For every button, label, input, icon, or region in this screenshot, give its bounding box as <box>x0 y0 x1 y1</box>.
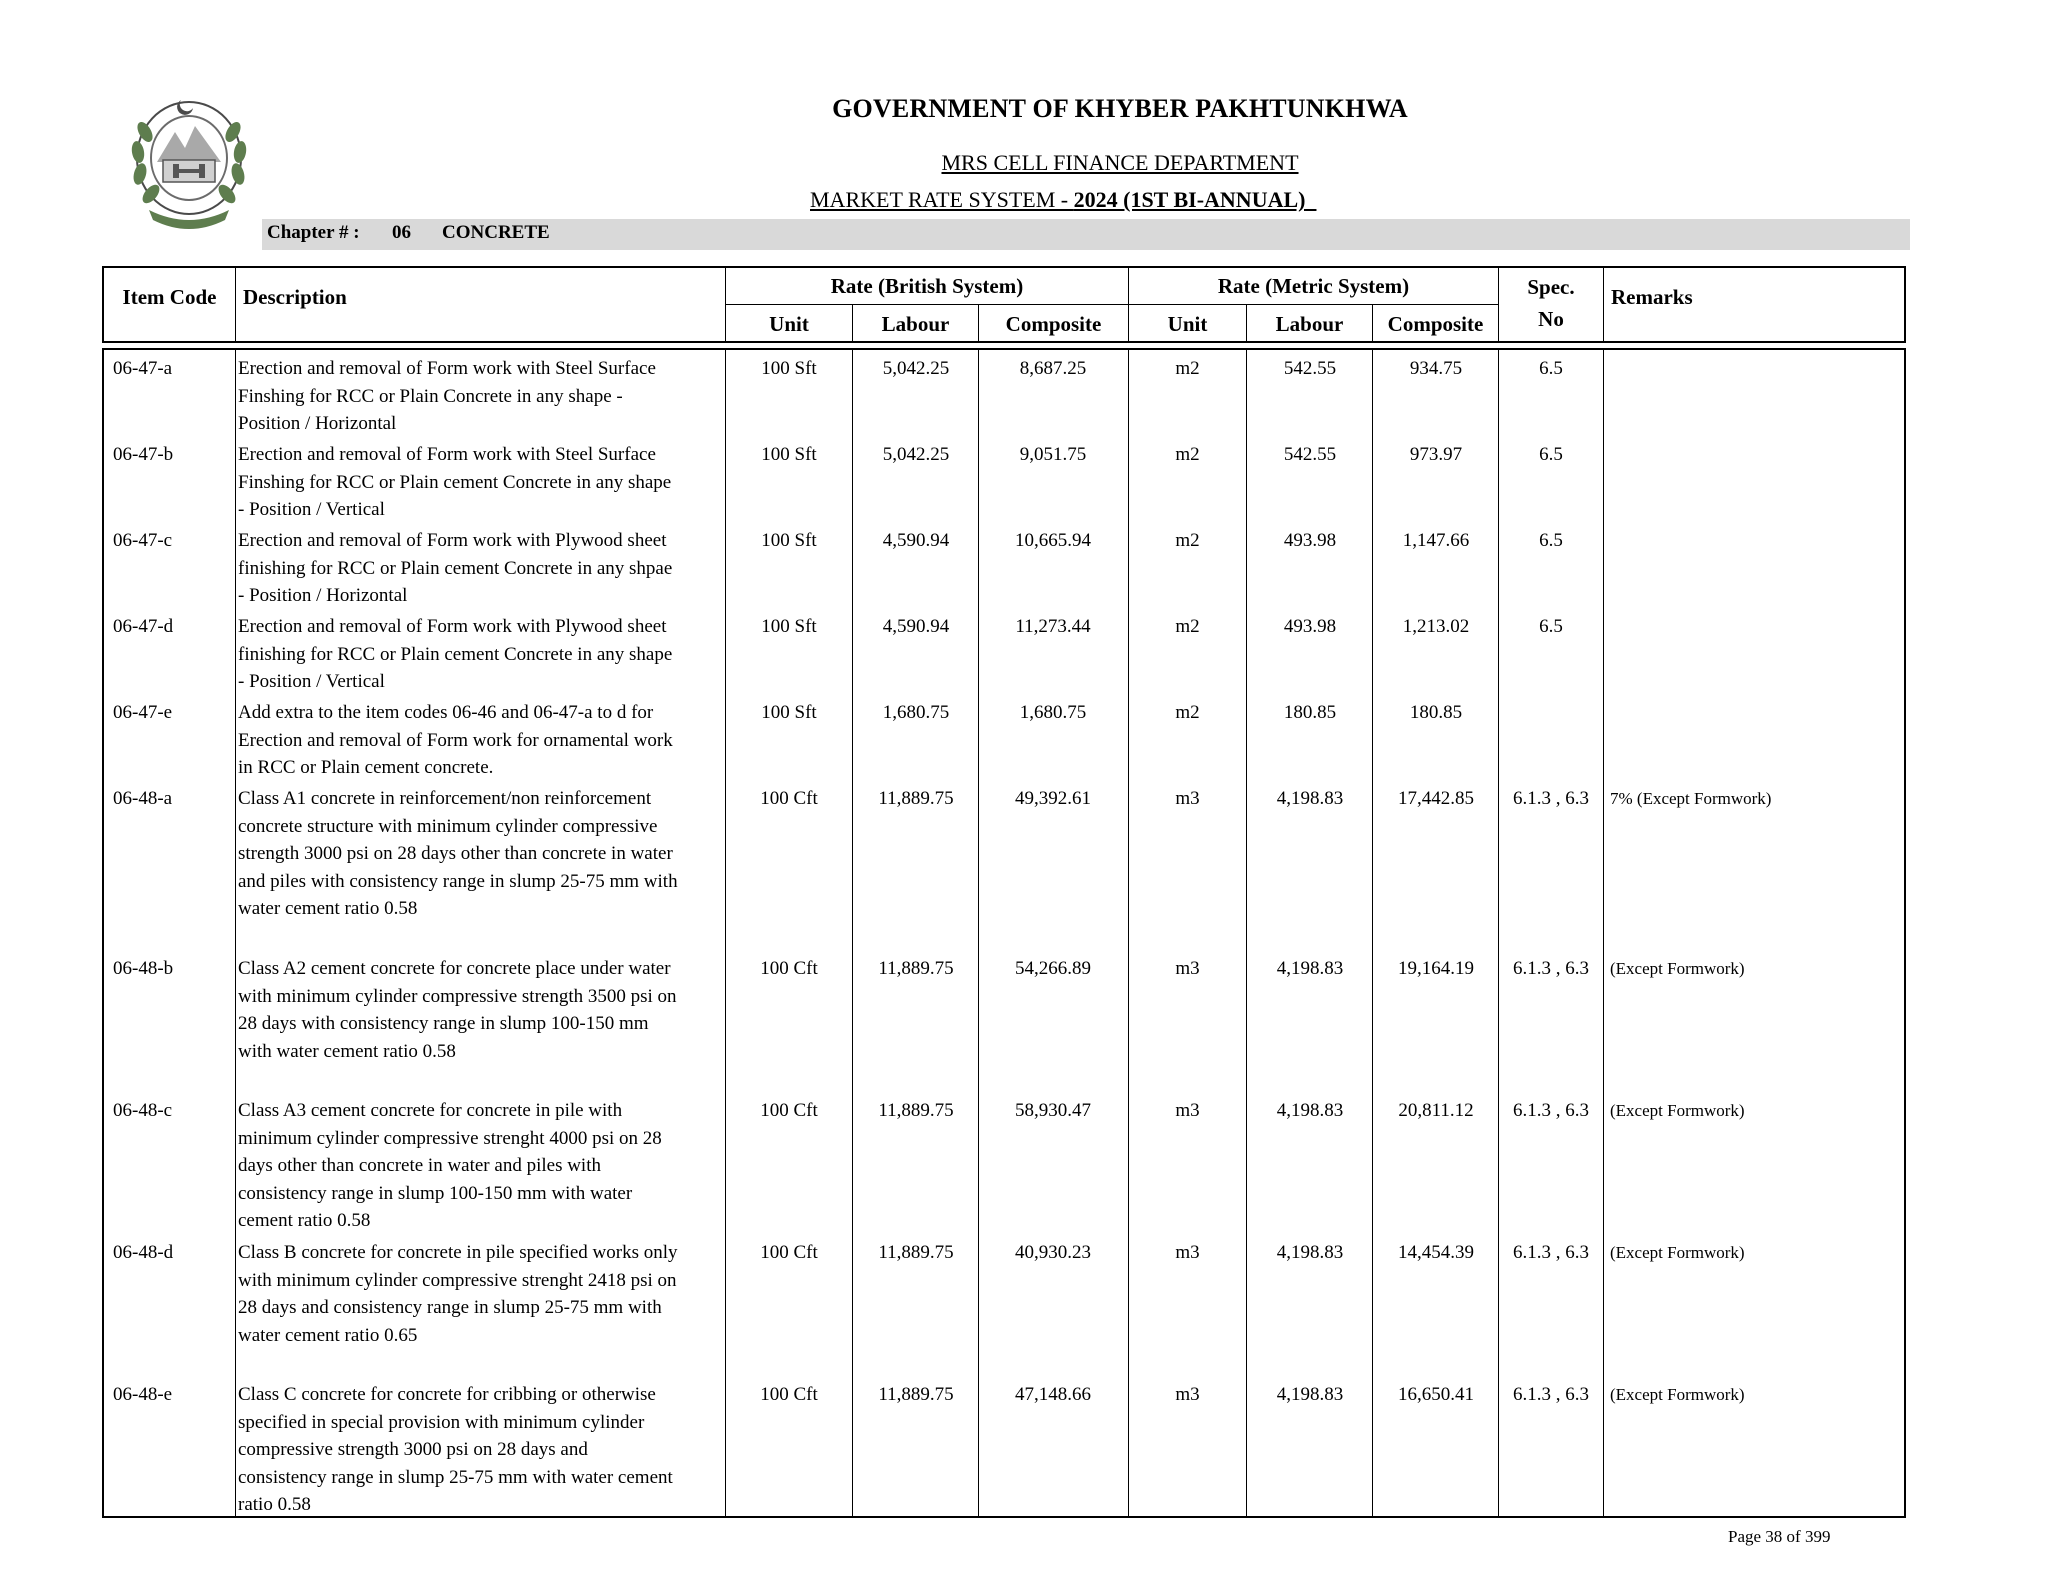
labour-british: 11,889.75 <box>878 1384 954 1405</box>
item-description: Class A3 cement concrete for concrete in pile with minimum cylinder compressive strenght 4000 psi on 28 days other than concrete in water and piles with consistency range in slump 100-150 mm with water cement ratio 0.58 <box>238 1100 662 1231</box>
composite-british: 11,273.44 <box>1015 616 1091 637</box>
labour-metric: 4,198.83 <box>1276 1242 1344 1263</box>
item-description: Class B concrete for concrete in pile specified works only with minimum cylinder compressive strenght 2418 psi on 28 days and consistency range in slump 25-75 mm with water cement ratio 0.65 <box>238 1242 678 1346</box>
composite-british: 47,148.66 <box>1015 1384 1091 1405</box>
labour-british: 1,680.75 <box>882 702 950 723</box>
unit-british: 100 Cft <box>760 1100 818 1121</box>
spec-no: 6.1.3 , 6.3 <box>1513 958 1589 979</box>
composite-metric: 934.75 <box>1409 358 1463 379</box>
header-spec-no: No <box>1538 307 1564 331</box>
spec-no: 6.1.3 , 6.3 <box>1513 1242 1589 1263</box>
page-number: Page 38 of 399 <box>1728 1527 1831 1546</box>
unit-british: 100 Sft <box>761 702 817 723</box>
labour-metric: 4,198.83 <box>1276 1384 1344 1405</box>
item-code: 06-47-a <box>113 358 173 379</box>
remarks: (Except Formwork) <box>1610 1385 1745 1404</box>
unit-british: 100 Cft <box>760 788 818 809</box>
header-metric-system: Rate (Metric System) <box>1217 274 1410 298</box>
header-description: Description <box>243 285 347 309</box>
item-code: 06-48-d <box>113 1242 174 1263</box>
system-prefix: MARKET RATE SYSTEM - <box>810 187 1074 212</box>
chapter-number: 06 <box>392 222 411 243</box>
composite-british: 10,665.94 <box>1015 530 1091 551</box>
item-code: 06-47-c <box>113 530 173 551</box>
unit-metric: m2 <box>1175 702 1200 723</box>
unit-metric: m2 <box>1175 616 1200 637</box>
remarks: (Except Formwork) <box>1610 1243 1745 1262</box>
composite-metric: 180.85 <box>1409 702 1463 723</box>
composite-british: 9,051.75 <box>1019 444 1087 465</box>
unit-british: 100 Sft <box>761 530 817 551</box>
org-title: GOVERNMENT OF KHYBER PAKHTUNKHWA <box>832 94 1408 123</box>
item-description: Erection and removal of Form work with Steel Surface Finshing for RCC or Plain cement Concrete in any shape - Position / Vertical <box>238 444 672 520</box>
labour-metric: 4,198.83 <box>1276 1100 1344 1121</box>
remarks: 7% (Except Formwork) <box>1610 789 1772 808</box>
labour-british: 5,042.25 <box>882 358 950 379</box>
header-remarks: Remarks <box>1611 285 1693 309</box>
header-labour-british: Labour <box>881 312 950 336</box>
composite-british: 49,392.61 <box>1015 788 1091 809</box>
labour-metric: 542.55 <box>1283 444 1337 465</box>
composite-british: 54,266.89 <box>1015 958 1091 979</box>
unit-metric: m3 <box>1175 1242 1200 1263</box>
composite-metric: 1,147.66 <box>1402 530 1470 551</box>
labour-british: 11,889.75 <box>878 1100 954 1121</box>
composite-metric: 1,213.02 <box>1402 616 1470 637</box>
labour-british: 11,889.75 <box>878 958 954 979</box>
header-labour-metric: Labour <box>1275 312 1344 336</box>
labour-british: 11,889.75 <box>878 788 954 809</box>
header-unit-metric: Unit <box>1167 312 1208 336</box>
spec-no: 6.5 <box>1539 530 1563 551</box>
composite-british: 40,930.23 <box>1015 1242 1091 1263</box>
unit-metric: m3 <box>1175 1384 1200 1405</box>
header-british-system: Rate (British System) <box>830 274 1024 298</box>
composite-metric: 19,164.19 <box>1398 958 1474 979</box>
composite-metric: 973.97 <box>1409 444 1463 465</box>
header-unit-british: Unit <box>769 312 809 336</box>
header-spec: Spec. <box>1527 275 1575 299</box>
composite-metric: 16,650.41 <box>1398 1384 1474 1405</box>
item-description: Erection and removal of Form work with Steel Surface Finshing for RCC or Plain Concrete in any shape - Position / Horizontal <box>238 358 656 434</box>
item-code: 06-48-c <box>113 1100 173 1121</box>
labour-british: 11,889.75 <box>878 1242 954 1263</box>
labour-metric: 180.85 <box>1283 702 1337 723</box>
unit-metric: m3 <box>1175 788 1200 809</box>
chapter-name: CONCRETE <box>442 222 550 243</box>
spec-no: 6.5 <box>1539 444 1563 465</box>
department-title: MRS CELL FINANCE DEPARTMENT <box>941 150 1299 175</box>
item-description: Add extra to the item codes 06-46 and 06-47-a to d for Erection and removal of Form work for ornamental work in RCC or Plain cement concrete. <box>238 702 673 778</box>
item-code: 06-48-a <box>113 788 173 809</box>
item-description: Erection and removal of Form work with Plywood sheet finishing for RCC or Plain cement Concrete in any shpae - Position / Horizontal <box>238 530 673 606</box>
labour-british: 4,590.94 <box>882 616 950 637</box>
unit-british: 100 Sft <box>761 444 817 465</box>
labour-metric: 4,198.83 <box>1276 958 1344 979</box>
item-description: Erection and removal of Form work with Plywood sheet finishing for RCC or Plain cement Concrete in any shape - Position / Vertical <box>238 616 673 692</box>
remarks: (Except Formwork) <box>1610 959 1745 978</box>
unit-british: 100 Sft <box>761 358 817 379</box>
labour-british: 4,590.94 <box>882 530 950 551</box>
labour-metric: 493.98 <box>1283 616 1337 637</box>
spec-no: 6.1.3 , 6.3 <box>1513 1100 1589 1121</box>
market-rate-system-title <box>810 187 1316 213</box>
unit-metric: m2 <box>1175 444 1200 465</box>
unit-british: 100 Sft <box>761 616 817 637</box>
spec-no: 6.1.3 , 6.3 <box>1513 788 1589 809</box>
system-period: 2024 (1ST BI-ANNUAL) <box>1073 187 1306 212</box>
chapter-label: Chapter # : <box>267 222 360 243</box>
spec-no: 6.5 <box>1539 358 1563 379</box>
labour-metric: 493.98 <box>1283 530 1337 551</box>
composite-metric: 17,442.85 <box>1398 788 1474 809</box>
header-item-code: Item Code <box>122 285 217 309</box>
composite-metric: 20,811.12 <box>1398 1100 1474 1121</box>
unit-british: 100 Cft <box>760 958 818 979</box>
item-code: 06-48-e <box>113 1384 173 1405</box>
spec-no: 6.5 <box>1539 616 1563 637</box>
composite-metric: 14,454.39 <box>1398 1242 1474 1263</box>
item-description: Class A2 cement concrete for concrete place under water with minimum cylinder compressive strength 3500 psi on 28 days with consistency range in slump 100-150 mm with water cement ratio 0.58 <box>238 958 677 1062</box>
composite-british: 58,930.47 <box>1015 1100 1091 1121</box>
composite-british: 8,687.25 <box>1019 358 1087 379</box>
item-code: 06-47-e <box>113 702 173 723</box>
unit-british: 100 Cft <box>760 1242 818 1263</box>
composite-british: 1,680.75 <box>1019 702 1087 723</box>
labour-metric: 4,198.83 <box>1276 788 1344 809</box>
government-emblem <box>127 92 251 232</box>
spec-no: 6.1.3 , 6.3 <box>1513 1384 1589 1405</box>
unit-metric: m2 <box>1175 358 1200 379</box>
item-code: 06-47-b <box>113 444 174 465</box>
item-code: 06-47-d <box>113 616 174 637</box>
header-composite-metric: Composite <box>1387 312 1484 336</box>
chapter-heading <box>267 222 550 244</box>
unit-metric: m3 <box>1175 958 1200 979</box>
item-code: 06-48-b <box>113 958 174 979</box>
item-description: Class A1 concrete in reinforcement/non reinforcement concrete structure with minimum cylinder compressive strength 3000 psi on 28 days other than concrete in water and piles with consistency range in slump 25-75 mm with water cement ratio 0.58 <box>238 788 678 919</box>
unit-british: 100 Cft <box>760 1384 818 1405</box>
unit-metric: m2 <box>1175 530 1200 551</box>
unit-metric: m3 <box>1175 1100 1200 1121</box>
labour-metric: 542.55 <box>1283 358 1337 379</box>
item-description: Class C concrete for concrete for cribbing or otherwise specified in special provision with minimum cylinder compressive strength 3000 psi on 28 days and consistency range in slump 25-75 mm with water cement ratio 0.58 <box>238 1384 673 1515</box>
labour-british: 5,042.25 <box>882 444 950 465</box>
header-composite-british: Composite <box>1005 312 1102 336</box>
remarks: (Except Formwork) <box>1610 1101 1745 1120</box>
